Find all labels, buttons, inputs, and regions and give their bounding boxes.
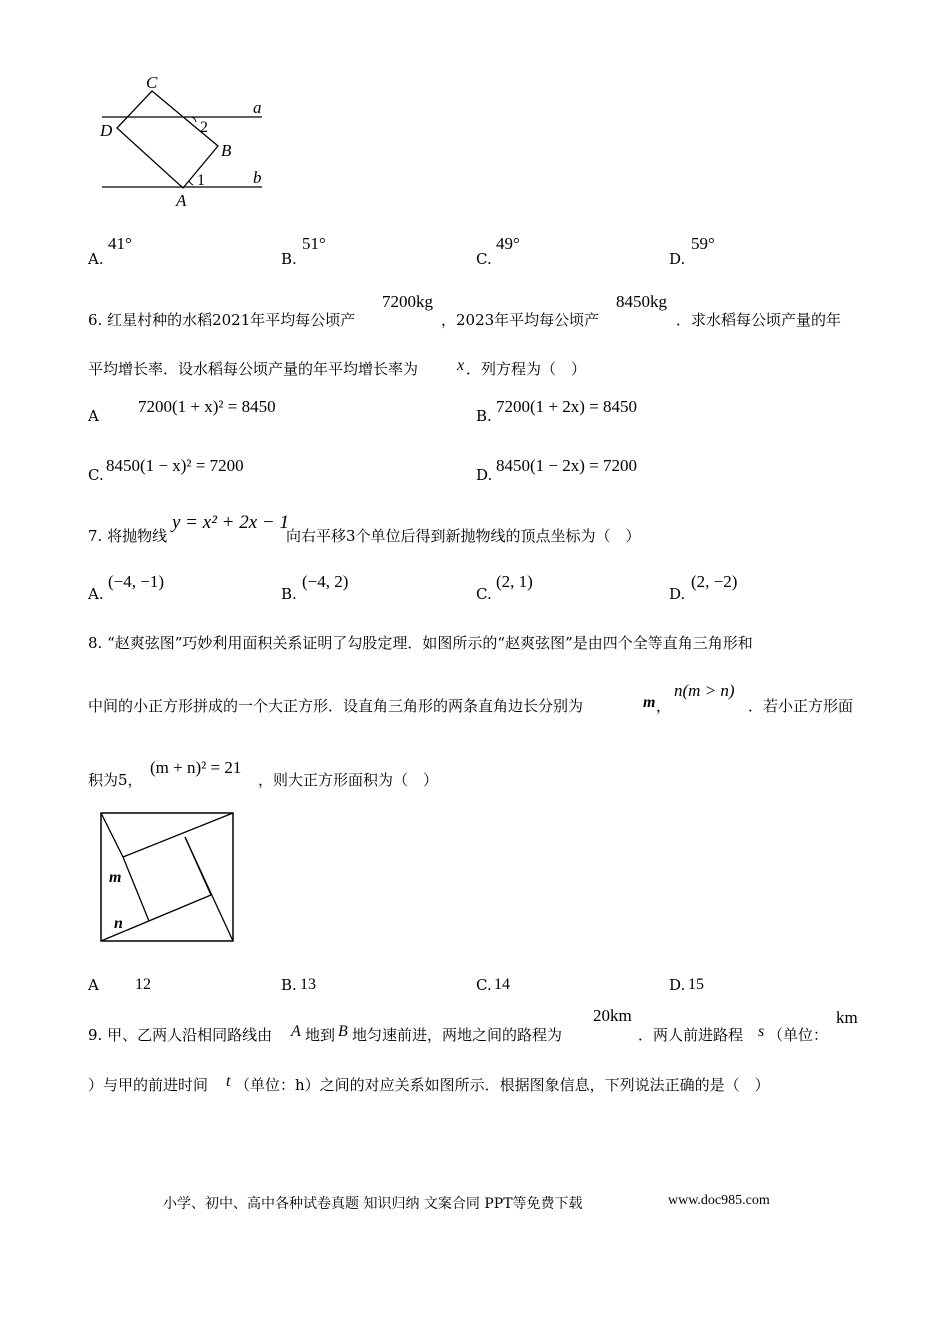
- figure-n-label: n: [114, 915, 123, 932]
- option-letter: B.: [281, 250, 297, 268]
- q8-variable-m: m: [643, 694, 656, 711]
- footer-website-link[interactable]: www.doc985.com: [668, 1193, 770, 1208]
- option-letter: C.: [476, 585, 492, 603]
- option-letter: D.: [669, 250, 686, 268]
- q9-line1-part5: （单位：: [768, 1026, 829, 1044]
- option-letter: A.: [88, 250, 104, 268]
- q9-line1-part2: 地到: [305, 1026, 336, 1044]
- option-coordinate: (−4, −1): [108, 572, 164, 591]
- option-letter: D.: [669, 585, 686, 603]
- q8-line2-part2: ．若小正方形面: [748, 697, 854, 715]
- option-value: 15: [688, 976, 704, 993]
- option-value: 49°: [496, 234, 520, 253]
- option-coordinate: (2, 1): [496, 572, 533, 591]
- q6-line2-tail: ．列方程为（ ）: [466, 360, 587, 378]
- angle-2-label: 2: [200, 119, 208, 136]
- option-letter: D.: [669, 976, 686, 994]
- q9-distance: 20km: [593, 1006, 632, 1025]
- option-coordinate: (−4, 2): [302, 572, 349, 591]
- q8-line2-part1: 中间的小正方形拼成的一个大正方形．设直角三角形的两条直角边长分别为: [88, 697, 584, 715]
- line-b-label: b: [253, 168, 262, 187]
- point-a-label: A: [176, 191, 187, 210]
- q9-unit-km: km: [836, 1008, 858, 1027]
- q6-line2: 平均增长率．设水稻每公顷产量的年平均增长率为: [88, 360, 419, 378]
- q8-line1: 8. “赵爽弦图”巧妙利用面积关系证明了勾股定理．如图所示的“赵爽弦图”是由四个全等直角三角形和: [88, 634, 753, 652]
- q9-point-a: A: [291, 1023, 301, 1040]
- line-a-label: a: [253, 98, 262, 117]
- footer-text: 小学、初中、高中各种试卷真题 知识归纳 文案合同 PPT等免费下载: [163, 1196, 583, 1212]
- point-b-label: B: [221, 141, 232, 160]
- q9-point-b: B: [338, 1023, 348, 1040]
- option-equation: 8450(1 − 2x) = 7200: [496, 456, 637, 475]
- q6-line1-part3: ．求水稻每公顷产量的年: [676, 311, 842, 329]
- zhao-shuang-figure: [96, 808, 238, 946]
- q6-line1-part2: ，2023年平均每公顷产: [441, 311, 600, 329]
- q8-line3-part2: ，则大正方形面积为（ ）: [258, 771, 439, 789]
- q9-variable-t: t: [226, 1073, 231, 1090]
- q9-line1-part4: ．两人前进路程: [638, 1026, 744, 1044]
- option-letter: A: [88, 976, 99, 994]
- option-value: 51°: [302, 234, 326, 253]
- q9-variable-s: s: [758, 1023, 765, 1040]
- q9-line1-part1: 9. 甲、乙两人沿相同路线由: [88, 1026, 273, 1044]
- point-c-label: C: [146, 73, 158, 92]
- q9-line2-part1: ）与甲的前进时间: [88, 1076, 209, 1094]
- q7-prefix: 7. 将抛物线: [88, 527, 168, 545]
- option-letter: B.: [476, 407, 492, 425]
- q7-parabola-expression: y = x² + 2x − 1: [172, 512, 289, 533]
- option-equation: 8450(1 − x)² = 7200: [106, 456, 244, 475]
- option-value: 12: [135, 976, 151, 993]
- q6-math-8450kg: 8450kg: [616, 292, 667, 311]
- q6-math-7200kg: 7200kg: [382, 292, 433, 311]
- option-value: 41°: [108, 234, 132, 253]
- q8-inequality: n(m > n): [674, 681, 735, 700]
- option-letter: D.: [476, 466, 493, 484]
- option-letter: A: [88, 407, 99, 425]
- q7-suffix: 向右平移3个单位后得到新抛物线的顶点坐标为（ ）: [286, 527, 641, 545]
- q9-line1-part3: 地匀速前进，两地之间的路程为: [352, 1026, 563, 1044]
- parallel-lines-rectangle-figure: [92, 72, 272, 212]
- point-d-label: D: [100, 121, 113, 140]
- option-letter: C.: [88, 466, 104, 484]
- q8-given-expression: (m + n)² = 21: [150, 758, 242, 777]
- option-coordinate: (2, −2): [691, 572, 738, 591]
- q6-variable-x: x: [457, 357, 465, 374]
- q8-line3-part1: 积为5，: [88, 771, 143, 789]
- option-letter: B.: [281, 585, 297, 603]
- figure-m-label: m: [109, 869, 122, 886]
- option-equation: 7200(1 + 2x) = 8450: [496, 397, 637, 416]
- option-value: 13: [300, 976, 316, 993]
- q9-line2-part2: （单位：h）之间的对应关系如图所示．根据图象信息，下列说法正确的是（ ）: [235, 1076, 770, 1094]
- option-letter: C.: [476, 250, 492, 268]
- q6-line1-part1: 6. 红星村种的水稻2021年平均每公顷产: [88, 311, 356, 329]
- q8-comma: ，: [656, 697, 672, 715]
- option-letter: B.: [281, 976, 297, 994]
- option-equation: 7200(1 + x)² = 8450: [138, 397, 276, 416]
- option-value: 59°: [691, 234, 715, 253]
- option-value: 14: [494, 976, 510, 993]
- option-letter: A.: [88, 585, 104, 603]
- angle-1-label: 1: [197, 172, 205, 189]
- option-letter: C.: [476, 976, 492, 994]
